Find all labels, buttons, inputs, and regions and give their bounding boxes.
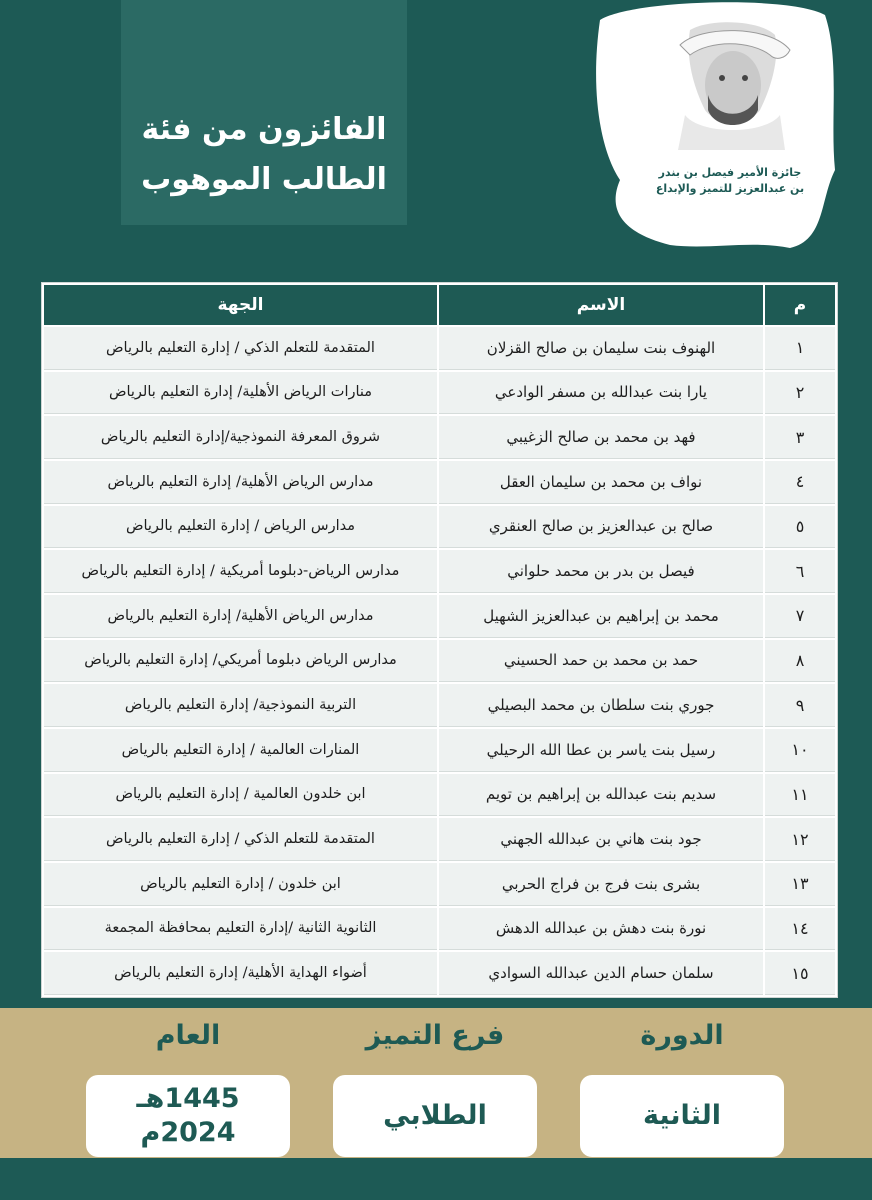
award-text: جائزة الأمير فيصل بن بندر بن عبدالعزيز للتميز والإبداع bbox=[655, 166, 805, 195]
branch-label: فرع التميز bbox=[365, 1020, 505, 1051]
cell-name: فهد بن محمد بن صالح الزغيبي bbox=[439, 416, 763, 459]
table-row bbox=[44, 550, 835, 593]
award-logo bbox=[590, 0, 840, 250]
cell-name: جوري بنت سلطان بن محمد البصيلي bbox=[439, 684, 763, 727]
cell-org: منارات الرياض الأهلية/ إدارة التعليم بالرياض bbox=[44, 372, 437, 415]
table-row bbox=[44, 774, 835, 817]
cell-org: ابن خلدون العالمية / إدارة التعليم بالرياض bbox=[44, 774, 437, 817]
cell-num: ٤ bbox=[765, 461, 835, 504]
cell-org: مدارس الرياض دبلوما أمريكي/ إدارة التعليم بالرياض bbox=[44, 640, 437, 683]
table-row bbox=[44, 640, 835, 683]
cell-name: سديم بنت عبدالله بن إبراهيم بن تويم bbox=[439, 774, 763, 817]
cell-name: نواف بن محمد بن سليمان العقل bbox=[439, 461, 763, 504]
table-row bbox=[44, 327, 835, 370]
cell-name: حمد بن محمد بن حمد الحسيني bbox=[439, 640, 763, 683]
table-row bbox=[44, 818, 835, 861]
cell-name: رسيل بنت ياسر بن عطا الله الرحيلي bbox=[439, 729, 763, 772]
table-row bbox=[44, 461, 835, 504]
year-box bbox=[86, 1075, 290, 1157]
title-panel bbox=[121, 0, 407, 225]
cell-name: محمد بن إبراهيم بن عبدالعزيز الشهيل bbox=[439, 595, 763, 638]
title-line-1: الفائزون من فئة bbox=[141, 112, 387, 147]
winners-table bbox=[41, 282, 838, 998]
year-column bbox=[86, 1008, 290, 1158]
cell-org: أضواء الهداية الأهلية/ إدارة التعليم بالرياض bbox=[44, 952, 437, 995]
cell-num: ٦ bbox=[765, 550, 835, 593]
cell-org: المتقدمة للتعلم الذكي / إدارة التعليم بالرياض bbox=[44, 818, 437, 861]
cell-num: ٥ bbox=[765, 506, 835, 549]
cell-org: ابن خلدون / إدارة التعليم بالرياض bbox=[44, 863, 437, 906]
cell-name: صالح بن عبدالعزيز بن صالح العنقري bbox=[439, 506, 763, 549]
table-row bbox=[44, 416, 835, 459]
cell-num: ٨ bbox=[765, 640, 835, 683]
cell-org: المنارات العالمية / إدارة التعليم بالرياض bbox=[44, 729, 437, 772]
cell-org: مدارس الرياض الأهلية/ إدارة التعليم بالرياض bbox=[44, 595, 437, 638]
cell-num: ١٣ bbox=[765, 863, 835, 906]
header-name: الاسم bbox=[439, 285, 763, 325]
cell-num: ٩ bbox=[765, 684, 835, 727]
table-row bbox=[44, 863, 835, 906]
session-box bbox=[580, 1075, 784, 1157]
header-num: م bbox=[765, 285, 835, 325]
branch-value: الطلابي bbox=[383, 1100, 487, 1131]
cell-org: مدارس الرياض / إدارة التعليم بالرياض bbox=[44, 506, 437, 549]
cell-org: مدارس الرياض-دبلوما أمريكية / إدارة التعليم بالرياض bbox=[44, 550, 437, 593]
branch-column bbox=[333, 1008, 537, 1158]
year-label: العام bbox=[155, 1020, 221, 1051]
cell-org: الثانوية الثانية /إدارة التعليم بمحافظة المجمعة bbox=[44, 908, 437, 951]
cell-num: ١ bbox=[765, 327, 835, 370]
table-row bbox=[44, 595, 835, 638]
cell-name: جود بنت هاني بن عبدالله الجهني bbox=[439, 818, 763, 861]
cell-name: يارا بنت عبدالله بن مسفر الوادعي bbox=[439, 372, 763, 415]
cell-name: بشرى بنت فرج بن فراج الحربي bbox=[439, 863, 763, 906]
cell-num: ٢ bbox=[765, 372, 835, 415]
cell-num: ١٠ bbox=[765, 729, 835, 772]
cell-org: مدارس الرياض الأهلية/ إدارة التعليم بالرياض bbox=[44, 461, 437, 504]
cell-num: ١٤ bbox=[765, 908, 835, 951]
year-gregorian: 2024م bbox=[140, 1117, 236, 1148]
table-row bbox=[44, 908, 835, 951]
cell-num: ٧ bbox=[765, 595, 835, 638]
table-header-row bbox=[44, 285, 835, 325]
cell-num: ١١ bbox=[765, 774, 835, 817]
year-hijri: 1445هـ bbox=[136, 1083, 240, 1114]
cell-num: ٣ bbox=[765, 416, 835, 459]
table-row bbox=[44, 372, 835, 415]
cell-org: شروق المعرفة النموذجية/إدارة التعليم بالرياض bbox=[44, 416, 437, 459]
branch-box bbox=[333, 1075, 537, 1157]
table-body bbox=[44, 327, 835, 995]
title-line-2: الطالب الموهوب bbox=[141, 162, 387, 197]
table-row bbox=[44, 684, 835, 727]
cell-name: فيصل بن بدر بن محمد حلواني bbox=[439, 550, 763, 593]
header-org: الجهة bbox=[44, 285, 437, 325]
cell-num: ١٥ bbox=[765, 952, 835, 995]
cell-name: الهنوف بنت سليمان بن صالح القزلان bbox=[439, 327, 763, 370]
portrait-brush-icon bbox=[590, 0, 840, 250]
session-label: الدورة bbox=[640, 1020, 724, 1051]
cell-num: ١٢ bbox=[765, 818, 835, 861]
table-row bbox=[44, 506, 835, 549]
cell-name: نورة بنت دهش بن عبدالله الدهش bbox=[439, 908, 763, 951]
cell-org: المتقدمة للتعلم الذكي / إدارة التعليم بالرياض bbox=[44, 327, 437, 370]
cell-org: التربية النموذجية/ إدارة التعليم بالرياض bbox=[44, 684, 437, 727]
table-row bbox=[44, 729, 835, 772]
session-column bbox=[580, 1008, 784, 1158]
cell-name: سلمان حسام الدين عبدالله السوادي bbox=[439, 952, 763, 995]
table-row bbox=[44, 952, 835, 995]
session-value: الثانية bbox=[642, 1100, 722, 1131]
footer-band bbox=[0, 1158, 872, 1200]
